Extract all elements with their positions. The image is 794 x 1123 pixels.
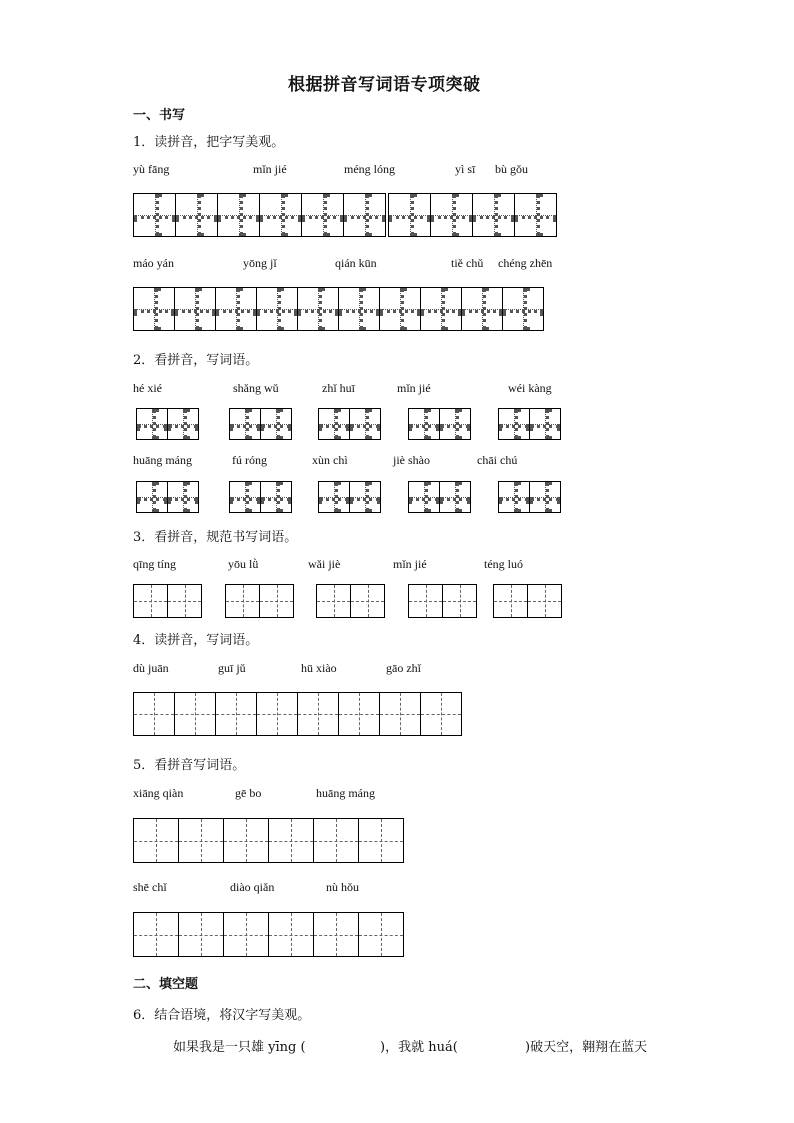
writing-grid-q2-1[interactable]	[136, 408, 199, 440]
writing-cell[interactable]	[343, 193, 386, 237]
writing-cell[interactable]	[268, 818, 314, 863]
writing-cell[interactable]	[167, 584, 202, 618]
writing-cell[interactable]	[256, 692, 298, 736]
writing-cell[interactable]	[529, 481, 561, 513]
writing-grid-q3-4[interactable]	[408, 584, 477, 618]
section-heading-writing: 一、书写	[133, 108, 186, 123]
writing-cell[interactable]	[178, 912, 224, 957]
writing-cell[interactable]	[175, 193, 218, 237]
sentence-part-1: 如果我是一只雄 yīng (	[173, 1040, 306, 1055]
writing-grid-q2-2[interactable]	[229, 408, 292, 440]
writing-cell[interactable]	[338, 287, 380, 331]
writing-cell[interactable]	[442, 584, 477, 618]
sentence-part-3: )破天空，翱翔在蓝天	[525, 1040, 648, 1055]
pinyin-label: fú róng	[232, 453, 267, 467]
writing-cell[interactable]	[256, 287, 298, 331]
pinyin-label: dù juān	[133, 661, 169, 675]
writing-grid-q5-row2[interactable]	[133, 912, 404, 957]
writing-cell[interactable]	[167, 408, 199, 440]
pinyin-label: mǐn jié	[253, 162, 287, 176]
pinyin-label: méng lóng	[344, 162, 395, 176]
writing-cell[interactable]	[527, 584, 562, 618]
writing-cell[interactable]	[408, 584, 443, 618]
writing-grid-q4[interactable]	[133, 692, 462, 736]
writing-cell[interactable]	[167, 481, 199, 513]
pinyin-label: guī jǔ	[218, 661, 246, 675]
writing-cell[interactable]	[379, 692, 421, 736]
pinyin-label: mǐn jié	[393, 557, 427, 571]
writing-cell[interactable]	[174, 692, 216, 736]
writing-cell[interactable]	[133, 912, 179, 957]
pinyin-label: diào qiǎn	[230, 880, 275, 894]
writing-cell[interactable]	[408, 481, 440, 513]
writing-cell[interactable]	[178, 818, 224, 863]
pinyin-label: máo yán	[133, 256, 174, 270]
writing-cell[interactable]	[498, 408, 530, 440]
writing-cell[interactable]	[260, 481, 292, 513]
writing-grid-q2-10[interactable]	[498, 481, 561, 513]
writing-cell[interactable]	[318, 408, 350, 440]
question-2-label: 2．看拼音，写词语。	[133, 353, 259, 368]
writing-cell[interactable]	[133, 818, 179, 863]
pinyin-label: shē chǐ	[133, 880, 167, 894]
writing-cell[interactable]	[420, 692, 462, 736]
writing-cell[interactable]	[514, 193, 557, 237]
page-title: 根据拼音写词语专项突破	[288, 75, 481, 95]
pinyin-label: gāo zhǐ	[386, 661, 421, 675]
writing-cell[interactable]	[461, 287, 503, 331]
writing-cell[interactable]	[408, 408, 440, 440]
pinyin-label: huāng máng	[316, 786, 375, 800]
writing-cell[interactable]	[439, 481, 471, 513]
pinyin-label: yì sī	[455, 162, 476, 176]
fill-blank-yīng[interactable]	[316, 1036, 376, 1052]
writing-cell[interactable]	[133, 193, 176, 237]
writing-grid-q2-9[interactable]	[408, 481, 471, 513]
writing-cell[interactable]	[297, 692, 339, 736]
writing-cell[interactable]	[259, 193, 302, 237]
writing-cell[interactable]	[430, 193, 473, 237]
writing-cell[interactable]	[215, 287, 257, 331]
writing-cell[interactable]	[502, 287, 544, 331]
writing-grid-q3-5[interactable]	[493, 584, 562, 618]
writing-cell[interactable]	[313, 912, 359, 957]
writing-cell[interactable]	[358, 818, 404, 863]
writing-cell[interactable]	[215, 692, 257, 736]
writing-grid-q3-2[interactable]	[225, 584, 294, 618]
pinyin-label: xùn chì	[312, 453, 348, 467]
writing-cell[interactable]	[174, 287, 216, 331]
pinyin-label: hé xié	[133, 381, 162, 395]
pinyin-label: chéng zhēn	[498, 256, 553, 270]
writing-cell[interactable]	[498, 481, 530, 513]
writing-cell[interactable]	[229, 481, 261, 513]
writing-grid-q1-row2[interactable]	[133, 287, 544, 331]
writing-cell[interactable]	[349, 408, 381, 440]
writing-cell[interactable]	[225, 584, 260, 618]
writing-cell[interactable]	[136, 408, 168, 440]
writing-cell[interactable]	[358, 912, 404, 957]
writing-cell[interactable]	[379, 287, 421, 331]
writing-grid-q2-6[interactable]	[136, 481, 199, 513]
question-5-label: 5．看拼音写词语。	[133, 758, 246, 773]
sentence-part-2: )，我就 huá(	[380, 1040, 458, 1055]
pinyin-label: gē bo	[235, 786, 262, 800]
writing-cell[interactable]	[349, 481, 381, 513]
writing-cell[interactable]	[133, 287, 175, 331]
pinyin-label: bù gǒu	[495, 162, 528, 176]
writing-cell[interactable]	[133, 692, 175, 736]
question-4-label: 4．读拼音，写词语。	[133, 633, 259, 648]
writing-cell[interactable]	[420, 287, 462, 331]
pinyin-label: yōu lǜ	[228, 557, 259, 571]
pinyin-label: nù hǒu	[326, 880, 359, 894]
writing-cell[interactable]	[297, 287, 339, 331]
writing-grid-q1-row1[interactable]	[133, 193, 557, 237]
writing-grid-q2-5[interactable]	[498, 408, 561, 440]
writing-cell[interactable]	[338, 692, 380, 736]
pinyin-label: yù fāng	[133, 162, 170, 176]
question-6-label: 6．结合语境，将汉字写美观。	[133, 1008, 311, 1023]
pinyin-label: wǎi jiè	[308, 557, 341, 571]
writing-cell[interactable]	[472, 193, 515, 237]
pinyin-label: qīng tíng	[133, 557, 177, 571]
pinyin-label: huāng máng	[133, 453, 192, 467]
writing-cell[interactable]	[133, 584, 168, 618]
pinyin-label: xiāng qiàn	[133, 786, 184, 800]
writing-cell[interactable]	[260, 408, 292, 440]
writing-cell[interactable]	[223, 818, 269, 863]
question-1-label: 1．读拼音，把字写美观。	[133, 135, 285, 150]
writing-cell[interactable]	[350, 584, 385, 618]
writing-cell[interactable]	[529, 408, 561, 440]
writing-cell[interactable]	[493, 584, 528, 618]
pinyin-label: shǎng wǔ	[233, 381, 279, 395]
pinyin-label: hū xiào	[301, 661, 337, 675]
pinyin-label: zhǐ huī	[322, 381, 355, 395]
writing-cell[interactable]	[217, 193, 260, 237]
fill-blank-huá[interactable]	[463, 1036, 523, 1052]
writing-grid-q2-8[interactable]	[318, 481, 381, 513]
writing-cell[interactable]	[301, 193, 344, 237]
writing-cell[interactable]	[223, 912, 269, 957]
pinyin-label: yōng jǐ	[243, 256, 277, 270]
writing-cell[interactable]	[229, 408, 261, 440]
pinyin-label: qián kūn	[335, 256, 377, 270]
writing-cell[interactable]	[318, 481, 350, 513]
pinyin-label: tiě chǔ	[451, 256, 484, 270]
question-3-label: 3．看拼音，规范书写词语。	[133, 530, 298, 545]
writing-cell[interactable]	[268, 912, 314, 957]
writing-cell[interactable]	[439, 408, 471, 440]
pinyin-label: téng luó	[484, 557, 523, 571]
writing-cell[interactable]	[313, 818, 359, 863]
writing-grid-q2-3[interactable]	[318, 408, 381, 440]
writing-cell[interactable]	[259, 584, 294, 618]
section-heading-fill-blank: 二、填空题	[133, 977, 199, 992]
writing-cell[interactable]	[136, 481, 168, 513]
writing-cell[interactable]	[316, 584, 351, 618]
writing-grid-q2-4[interactable]	[408, 408, 471, 440]
pinyin-label: mǐn jié	[397, 381, 431, 395]
writing-grid-q2-7[interactable]	[229, 481, 292, 513]
writing-grid-q3-1[interactable]	[133, 584, 202, 618]
writing-grid-q3-3[interactable]	[316, 584, 385, 618]
writing-cell[interactable]	[388, 193, 431, 237]
writing-grid-q5-row1[interactable]	[133, 818, 404, 863]
pinyin-label: wéi kàng	[508, 381, 552, 395]
pinyin-label: chāi chú	[477, 453, 518, 467]
pinyin-label: jiè shào	[393, 453, 430, 467]
